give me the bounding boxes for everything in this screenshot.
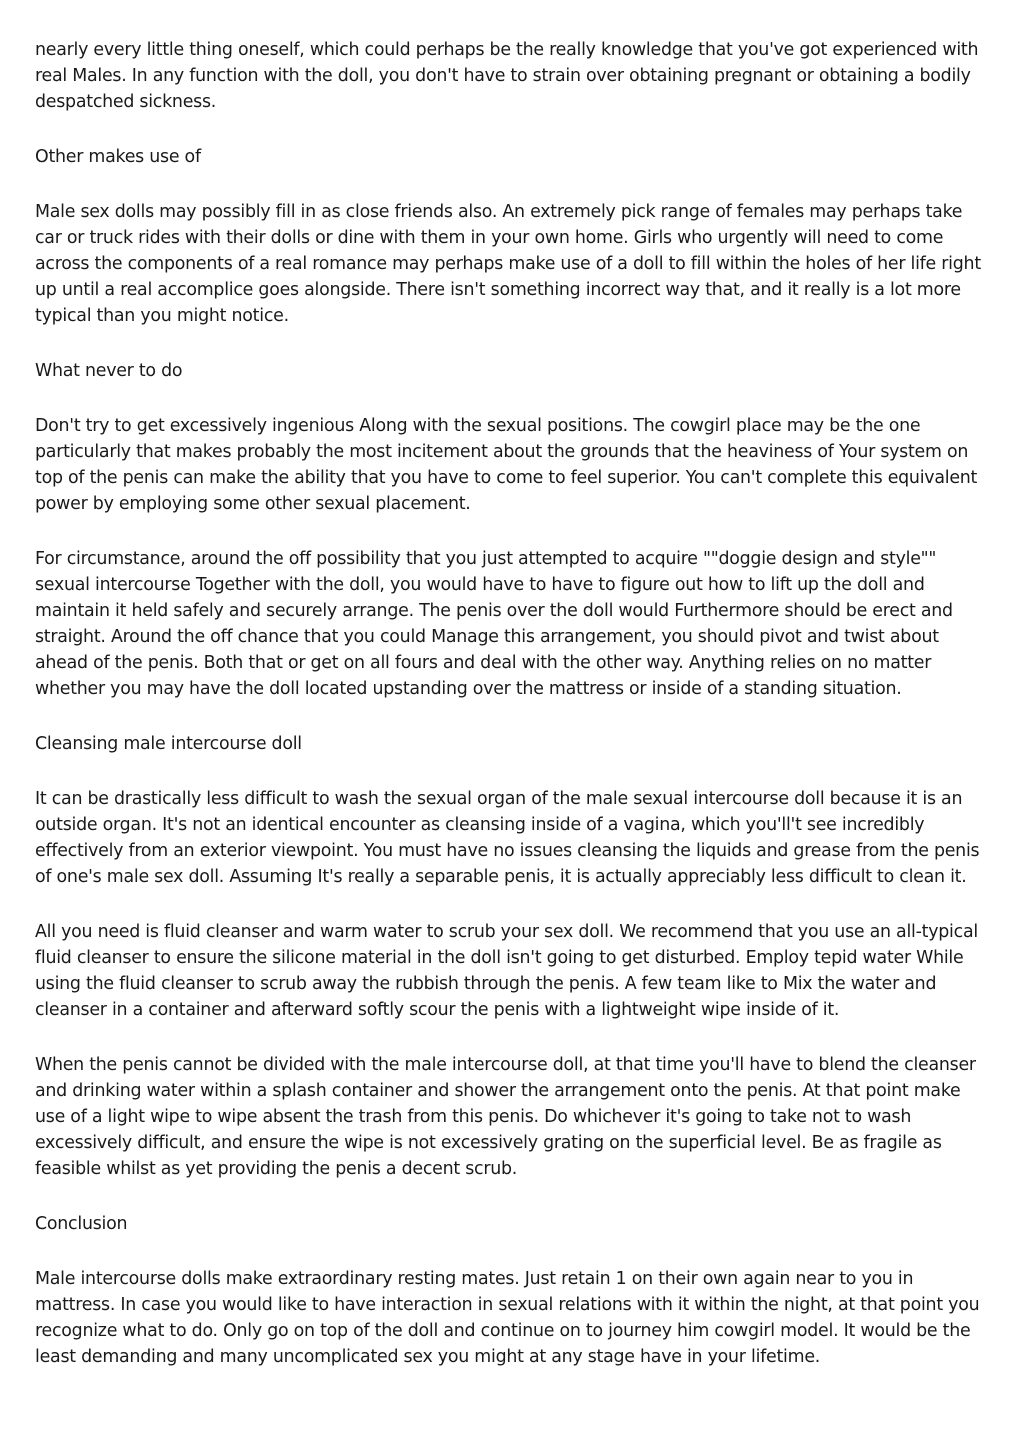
- section-heading-cleansing: Cleansing male intercourse doll: [35, 734, 302, 754]
- section-heading-other-uses: Other makes use of: [35, 147, 201, 167]
- paragraph-cleaning-ease: It can be drastically less difficult to wash the sexual organ of the male sexual intercourse doll because it is an outside organ. It's not an identical encounter as cleansing inside of a vagina, which you'll't see incredibly effectively from an exterior viewpoint. You must have no issues cleansing the liquids and grease from the penis of one's male sex doll. Assuming It's really a separable penis, it is actually appreciably less difficult to clean it.: [35, 789, 980, 887]
- paragraph-companions: Male sex dolls may possibly fill in as close friends also. An extremely pick range of females may perhaps take car or truck rides with their dolls or dine with them in your own home. Girls who urgently will need to come across the components of a real romance may perhaps make use of a doll to fill within the holes of her life right up until a real accomplice goes alongside. There isn't something incorrect way that, and it really is a lot more typical than you might notice.: [35, 202, 981, 326]
- paragraph-cleanser: All you need is fluid cleanser and warm water to scrub your sex doll. We recommend that you use an all-typical fluid cleanser to ensure the silicone material in the doll isn't going to get disturbed. Employ tepid water While using the fluid cleanser to scrub away the rubbish through the penis. A few team like to Mix the water and cleanser in a container and afterward softly scour the penis with a lightweight wipe inside of it.: [35, 922, 978, 1020]
- section-heading-what-not-to-do: What never to do: [35, 361, 183, 381]
- document-body: [35, 37, 993, 1399]
- paragraph-positions: Don't try to get excessively ingenious Along with the sexual positions. The cowgirl place may be the one particularly that makes probably the most incitement about the grounds that the heaviness of Your system on top of the penis can make the ability that you have to come to feel superior. You can't complete this equivalent power by employing some other sexual placement.: [35, 416, 978, 514]
- paragraph-circumstance: For circumstance, around the off possibility that you just attempted to acquire ""doggie design and style"" sexual intercourse Together with the doll, you would have to have to figure out how to lift up the doll and maintain it held safely and securely arrange. The penis over the doll would Furthermore should be erect and straight. Around the off chance that you could Manage this arrangement, you should pivot and twist about ahead of the penis. Both that or get on all fours and deal with the other way. Anything relies on no matter whether you may have the doll located upstanding over the mattress or inside of a standing situation.: [35, 549, 953, 699]
- paragraph-conclusion: Male intercourse dolls make extraordinary resting mates. Just retain 1 on their own again near to you in mattress. In case you would like to have interaction in sexual relations with it within the night, at that point you recognize what to do. Only go on top of the doll and continue on to journey him cowgirl model. It would be the least demanding and many uncomplicated sex you might at any stage have in your lifetime.: [35, 1269, 980, 1367]
- section-heading-conclusion: Conclusion: [35, 1214, 128, 1234]
- paragraph-non-separable: When the penis cannot be divided with the male intercourse doll, at that time you'll have to blend the cleanser and drinking water within a splash container and shower the arrangement onto the penis. At that point make use of a light wipe to wipe absent the trash from this penis. Do whichever it's going to take not to wash excessively difficult, and ensure the wipe is not excessively grating on the superficial level. Be as fragile as feasible whilst as yet providing the penis a decent scrub.: [35, 1055, 976, 1179]
- paragraph-intro-continued: nearly every little thing oneself, which could perhaps be the really knowledge that you've got experienced with real Males. In any function with the doll, you don't have to strain over obtaining pregnant or obtaining a bodily despatched sickness.: [35, 40, 979, 112]
